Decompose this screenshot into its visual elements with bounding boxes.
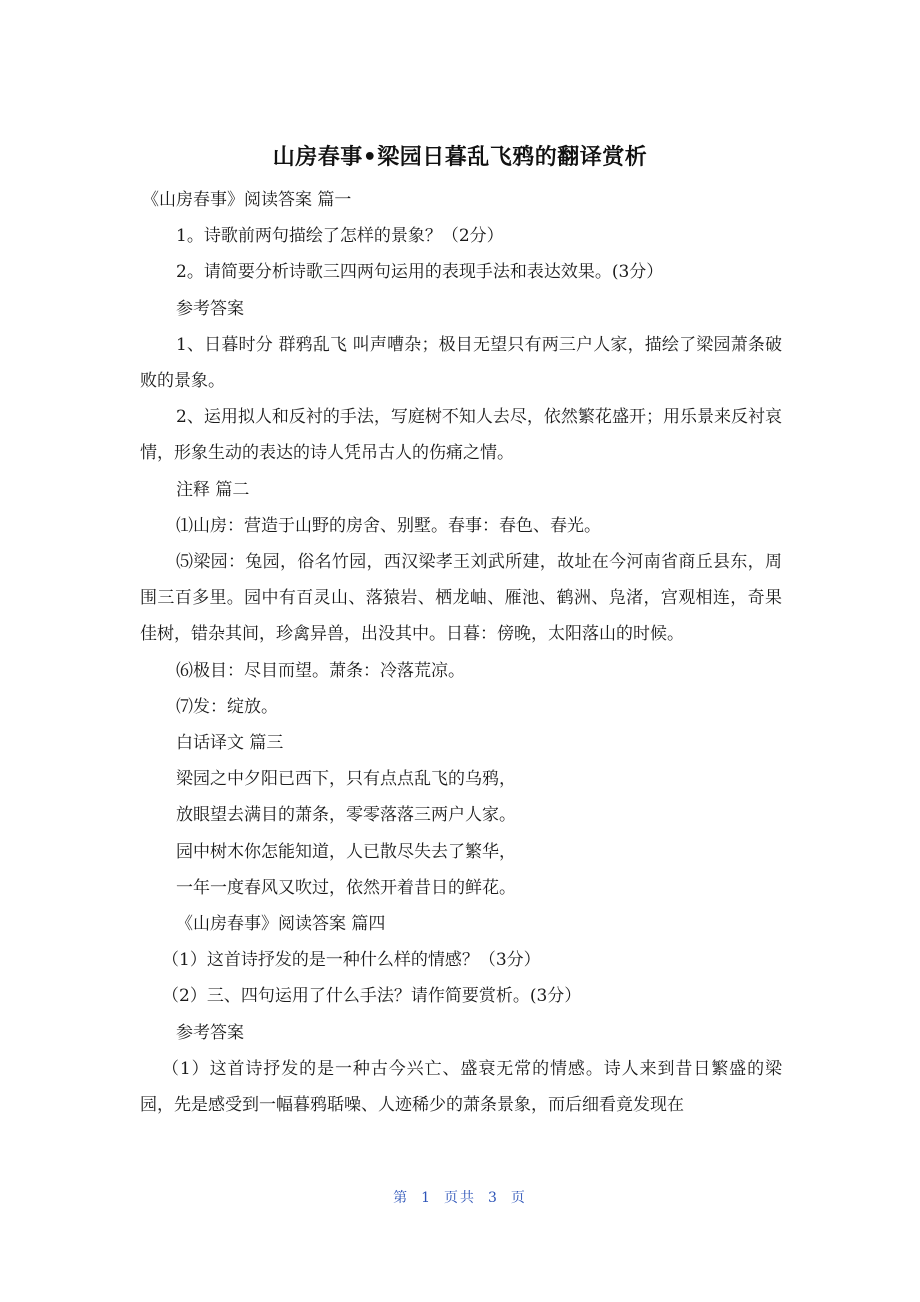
footer-middle: 页共 bbox=[444, 1190, 476, 1206]
answer-heading: 参考答案 bbox=[176, 298, 244, 319]
section-heading: 注释 篇二 bbox=[176, 479, 250, 500]
translation-line: 园中树木你怎能知道，人已散尽失去了繁华， bbox=[176, 841, 516, 862]
footer-suffix: 页 bbox=[510, 1190, 527, 1206]
footer-current-page: 1 bbox=[421, 1190, 432, 1206]
note-item: ⑸梁园：兔园，俗名竹园，西汉梁孝王刘武所建，故址在今河南省商丘县东，周围三百多里。园中有百灵山、落猿岩、栖龙岫、雁池、鹤洲、凫渚，宫观相连，奇果佳树，错杂其间，珍禽异兽，出没其中。日暮：傍晚，太阳落山的时候。 bbox=[140, 552, 782, 645]
document-body bbox=[140, 182, 782, 1123]
page-footer bbox=[0, 1186, 920, 1210]
answer-2: 2、运用拟人和反衬的手法，写庭树不知人去尽，依然繁花盛开；用乐景来反衬哀情，形象生动的表达的诗人凭吊古人的伤痛之情。 bbox=[140, 407, 782, 464]
note-item: ⑴山房：营造于山野的房舍、别墅。春事：春色、春光。 bbox=[176, 515, 601, 536]
question-1: 1。诗歌前两句描绘了怎样的景象？（2分） bbox=[176, 226, 504, 247]
translation-line: 放眼望去满目的萧条，零零落落三两户人家。 bbox=[176, 805, 516, 826]
question-2: 2。请简要分析诗歌三四两句运用的表现手法和表达效果。(3分） bbox=[176, 262, 664, 283]
footer-total-pages: 3 bbox=[488, 1190, 499, 1206]
answer-heading: 参考答案 bbox=[176, 1022, 244, 1043]
note-item: ⑺发：绽放。 bbox=[176, 696, 278, 717]
answer-1: （1）这首诗抒发的是一种古今兴亡、盛衰无常的情感。诗人来到昔日繁盛的梁园，先是感受到一幅暮鸦聒噪、人迹稀少的萧条景象，而后细看竟发现在 bbox=[140, 1058, 782, 1116]
section-heading: 《山房春事》阅读答案 篇四 bbox=[176, 914, 386, 935]
document-title: 山房春事•梁园日暮乱飞鸦的翻译赏析 bbox=[272, 145, 648, 170]
translation-line: 梁园之中夕阳已西下，只有点点乱飞的乌鸦， bbox=[176, 769, 516, 790]
note-item: ⑹极目：尽目而望。萧条：冷落荒凉。 bbox=[176, 660, 465, 681]
section-heading: 《山房春事》阅读答案 篇一 bbox=[142, 190, 352, 210]
question-1: （1）这首诗抒发的是一种什么样的情感？（3分） bbox=[162, 950, 541, 971]
answer-1: 1、日暮时分 群鸦乱飞 叫声嘈杂；极目无望只有两三户人家，描绘了梁园萧条破败的景象。 bbox=[140, 334, 782, 392]
footer-prefix: 第 bbox=[393, 1190, 410, 1206]
section-heading: 白话译文 篇三 bbox=[176, 733, 284, 754]
translation-line: 一年一度春风又吹过，依然开着昔日的鲜花。 bbox=[176, 877, 516, 898]
question-2: （2）三、四句运用了什么手法？请作简要赏析。(3分） bbox=[162, 986, 582, 1007]
